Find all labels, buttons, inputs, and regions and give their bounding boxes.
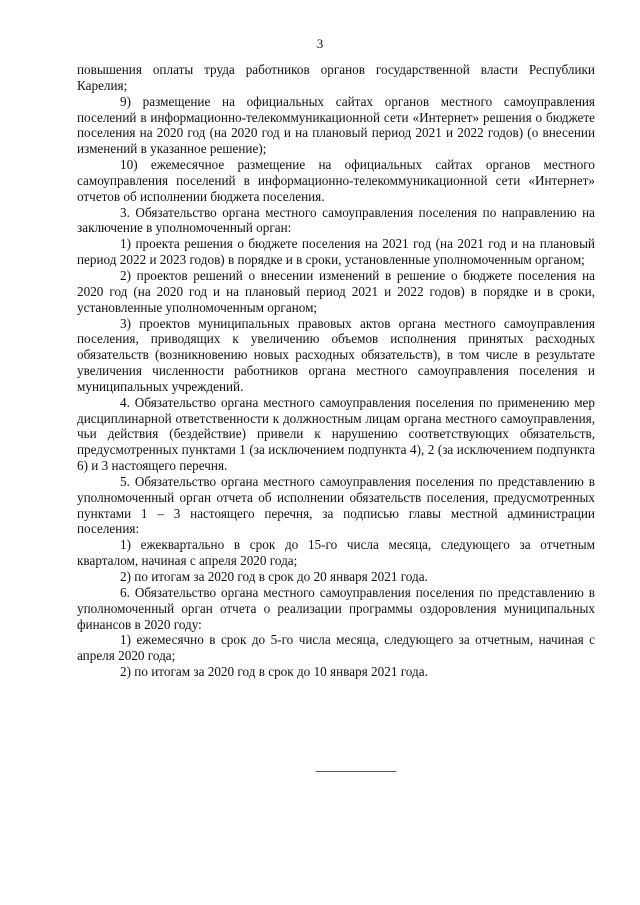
page-number: 3 — [316, 36, 324, 51]
paragraph-section-6: 6. Обязательство органа местного самоуправления поселения по представлению в уполномоченный орган отчета о реализации программы оздоровления муниципальных финансов в 2020 году: — [77, 584, 595, 632]
paragraph-section-3-item-3: 3) проектов муниципальных правовых актов органа местного самоуправления поселения, приводящих к увеличению объемов исполнения принятых расходных обязательств (возникновению новых расходных обязательств), в том числе в результате увеличения численности работников органа местного самоуправления поселения и муниципальных учреждений. — [77, 315, 595, 394]
paragraph-section-6-item-1: 1) ежемесячно в срок до 5-го числа месяца, следующего за отчетным, начиная с апреля 2020 года; — [77, 632, 595, 664]
document-body — [77, 62, 595, 680]
paragraph-section-5: 5. Обязательство органа местного самоуправления поселения по представлению в уполномоченный орган отчета об исполнении обязательств поселения, предусмотренных пунктами 1 – 3 настоящего перечня, за подписью главы местной администрации поселения: — [77, 473, 595, 537]
paragraph-continuation: повышения оплаты труда работников органов государственной власти Республики Карелия; — [77, 62, 595, 93]
paragraph-section-4: 4. Обязательство органа местного самоуправления поселения по применению мер дисциплинарной ответственности к должностным лицам органа местного самоуправления, чьи действия (бездействие) привели к нарушению соответствующих обязательств, предусмотренных пунктами 1 (за исключением подпункта 4), 2 (за исключением подпункта 6) и 3 настоящего перечня. — [77, 394, 595, 474]
paragraph-item-10: 10) ежемесячное размещение на официальных сайтах органов местного самоуправления поселений в информационно-телекоммуникационной сети «Интернет» отчетов об исполнении бюджета поселения. — [77, 157, 595, 204]
paragraph-item-9: 9) размещение на официальных сайтах органов местного самоуправления поселений в информационно-телекоммуникационной сети «Интернет» решения о бюджете поселения на 2020 год (на 2020 год и на плановый период 2021 и 2022 годов) (о внесении изменений в указанное решение); — [77, 93, 595, 157]
paragraph-section-6-item-2: 2) по итогам за 2020 год в срок до 10 января 2021 года. — [120, 664, 428, 680]
paragraph-section-3-item-1: 1) проекта решения о бюджете поселения на 2021 год (на 2021 год и на плановый период 2022 и 2023 годов) в порядке и в сроки, установленные уполномоченным органом; — [77, 236, 595, 268]
paragraph-section-5-item-2: 2) по итогам за 2020 год в срок до 20 января 2021 года. — [120, 569, 428, 584]
paragraph-section-5-item-1: 1) ежеквартально в срок до 15-го числа месяца, следующего за отчетным кварталом, начиная с апреля 2020 года; — [77, 537, 595, 569]
paragraph-section-3: 3. Обязательство органа местного самоуправления поселения по направлению на заключение в уполномоченный орган: — [77, 204, 595, 236]
paragraph-section-3-item-2: 2) проектов решений о внесении изменений в решение о бюджете поселения на 2020 год (на 2020 год и на плановый период 2021 и 2022 годов) в порядке и в сроки, установленные уполномоченным органом; — [77, 267, 595, 315]
end-divider-line — [316, 771, 396, 772]
